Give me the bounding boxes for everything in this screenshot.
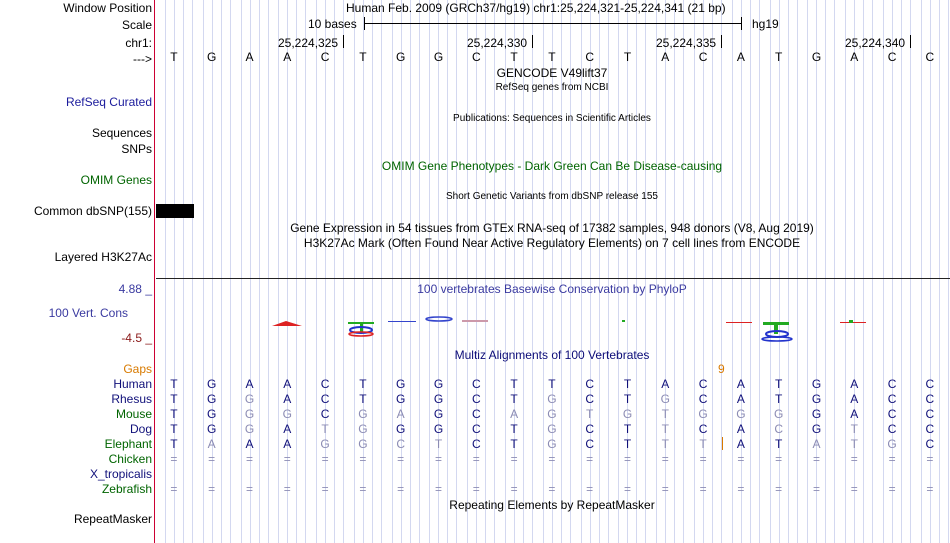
base-letter: = <box>888 482 896 496</box>
base-letter: A <box>661 50 670 64</box>
base-letter: A <box>283 437 292 451</box>
gencode-track-title[interactable]: GENCODE V49lift37 <box>496 66 608 80</box>
base-letter: T <box>434 437 443 451</box>
base-letter: T <box>850 437 858 451</box>
base-letter: = <box>623 452 631 466</box>
h3k27ac-track-title[interactable]: H3K27Ac Mark (Often Found Near Active Regulatory Elements) on 7 cell lines from ENCODE <box>303 236 801 250</box>
base-letter: G <box>207 392 217 406</box>
base-letter: G <box>547 422 557 436</box>
base-letter: = <box>283 452 291 466</box>
grid-line <box>485 0 486 543</box>
phylop-track-title[interactable]: 100 vertebrates Basewise Conservation by PhyloP <box>417 282 687 296</box>
base-letter: A <box>245 50 254 64</box>
base-letter: A <box>510 407 519 421</box>
label-strand[interactable]: ---> <box>133 52 152 66</box>
base-letter: G <box>811 50 822 64</box>
base-letter: = <box>170 452 178 466</box>
base-letter: = <box>548 482 556 496</box>
phylop-logo <box>156 312 950 342</box>
base-letter: T <box>548 50 556 64</box>
grid-line <box>296 0 297 543</box>
coord-tick <box>532 35 533 48</box>
base-letter: T <box>510 422 518 436</box>
base-letter: G <box>396 392 406 406</box>
grid-line <box>343 0 344 543</box>
label-phylop-max: 4.88 _ <box>118 282 152 296</box>
base-letter: C <box>320 392 330 406</box>
base-letter: A <box>283 422 292 436</box>
base-letter: T <box>321 422 329 436</box>
base-letter: C <box>585 392 595 406</box>
base-letter: = <box>208 482 216 496</box>
base-letter: T <box>623 50 632 64</box>
base-letter: = <box>812 482 820 496</box>
base-letter: T <box>548 377 556 391</box>
base-letter: G <box>811 407 822 421</box>
base-letter: T <box>510 377 518 391</box>
base-letter: C <box>471 377 481 391</box>
base-letter: = <box>510 482 518 496</box>
base-letter: G <box>207 407 217 421</box>
base-letter: = <box>359 482 367 496</box>
base-letter: = <box>888 452 896 466</box>
base-letter: A <box>245 437 254 451</box>
grid-line <box>221 0 222 543</box>
window-position-text: Human Feb. 2009 (GRCh37/hg19) chr1:25,224,321-25,224,341 (21 bp) <box>346 1 726 15</box>
species-label[interactable]: Zebrafish <box>101 482 152 496</box>
base-letter: = <box>775 452 783 466</box>
base-letter: C <box>887 392 897 406</box>
base-letter: = <box>775 482 783 496</box>
base-letter: C <box>471 437 481 451</box>
base-letter: = <box>699 482 707 496</box>
coord-tick <box>910 35 911 48</box>
base-letter: T <box>359 50 367 64</box>
grid-line <box>636 0 637 543</box>
refseq-track-title[interactable]: RefSeq genes from NCBI <box>495 82 609 93</box>
coord-tick <box>343 35 344 48</box>
base-letter: A <box>283 50 292 64</box>
base-letter: = <box>434 452 442 466</box>
base-letter: T <box>170 437 178 451</box>
base-letter: G <box>736 407 746 421</box>
base-letter: G <box>396 50 406 64</box>
base-letter: C <box>887 50 897 64</box>
grid-line <box>834 0 835 543</box>
label-vert-cons[interactable]: 100 Vert. Cons <box>48 306 128 320</box>
coord-label: 25,224,335 <box>656 36 717 50</box>
base-letter: G <box>244 392 255 406</box>
base-letter: C <box>774 422 784 436</box>
base-letter: C <box>698 50 708 64</box>
base-letter: C <box>925 422 935 436</box>
grid-line <box>645 0 646 543</box>
phylop-mark <box>726 322 752 323</box>
base-letter: T <box>586 407 594 421</box>
base-letter: A <box>736 50 745 64</box>
base-letter: C <box>925 50 935 64</box>
species-label[interactable]: Dog <box>129 422 152 436</box>
base-letter: A <box>736 437 745 451</box>
label-sequences[interactable]: Sequences <box>91 126 152 140</box>
base-letter: = <box>359 452 367 466</box>
phylop-mark <box>762 337 792 341</box>
scale-bar-start-tick <box>364 17 365 30</box>
base-letter: A <box>207 437 216 451</box>
scale-bar <box>364 23 741 24</box>
label-layered-h3k27ac[interactable]: Layered H3K27Ac <box>54 250 152 264</box>
scale-bar-end-tick <box>741 17 742 30</box>
base-letter: C <box>887 422 897 436</box>
grid-line <box>447 0 448 543</box>
phylop-mark <box>426 317 452 321</box>
base-letter: G <box>320 437 330 451</box>
base-letter: = <box>661 482 669 496</box>
base-letter: G <box>887 437 897 451</box>
label-scale: Scale <box>121 18 152 32</box>
base-letter: C <box>471 392 481 406</box>
assembly-text: hg19 <box>752 17 779 31</box>
base-letter: G <box>396 377 406 391</box>
base-letter: T <box>170 392 178 406</box>
base-letter: = <box>283 482 291 496</box>
base-letter: C <box>698 377 708 391</box>
label-common-dbsnp[interactable]: Common dbSNP(155) <box>33 204 152 218</box>
dbsnp-feature[interactable] <box>156 204 194 218</box>
base-letter: T <box>775 437 783 451</box>
base-letter: = <box>321 482 329 496</box>
base-letter: G <box>396 422 406 436</box>
base-letter: = <box>586 452 594 466</box>
base-letter: = <box>737 452 745 466</box>
base-letter: T <box>170 407 178 421</box>
base-letter: A <box>850 407 859 421</box>
grid-line <box>372 0 373 543</box>
base-letter: G <box>774 407 784 421</box>
grid-line <box>334 0 335 543</box>
base-letter: = <box>321 452 329 466</box>
coord-label: 25,224,325 <box>278 36 339 50</box>
base-letter: C <box>925 407 935 421</box>
base-letter: = <box>397 482 405 496</box>
base-letter: C <box>396 437 406 451</box>
base-letter: C <box>698 422 708 436</box>
base-letter: A <box>283 392 292 406</box>
base-letter: C <box>585 377 595 391</box>
grid-line <box>381 0 382 543</box>
grid-line <box>910 0 911 543</box>
grid-line <box>750 0 751 543</box>
repeatmasker-track-title[interactable]: Repeating Elements by RepeatMasker <box>449 498 655 512</box>
base-letter: T <box>850 422 858 436</box>
base-letter: G <box>244 422 255 436</box>
grid-line <box>788 0 789 543</box>
label-window-position: Window Position <box>63 1 152 15</box>
base-letter: T <box>661 407 669 421</box>
phylop-mark <box>622 320 625 322</box>
base-letter: T <box>623 422 632 436</box>
base-letter: C <box>471 407 481 421</box>
grid-line <box>872 0 873 543</box>
base-letter: G <box>547 407 557 421</box>
base-letter: C <box>887 407 897 421</box>
label-chr: chr1: <box>125 36 152 50</box>
grid-line <box>863 0 864 543</box>
base-letter: G <box>207 422 217 436</box>
phylop-mark <box>462 320 488 322</box>
publications-track-title[interactable]: Publications: Sequences in Scientific Articles <box>453 113 651 124</box>
base-letter: G <box>660 392 670 406</box>
base-letter: C <box>320 50 330 64</box>
species-label[interactable]: Elephant <box>104 437 152 451</box>
species-label[interactable]: Human <box>113 377 152 391</box>
base-letter: G <box>433 407 444 421</box>
grid-line <box>456 0 457 543</box>
base-letter: T <box>661 437 669 451</box>
gtex-track-title[interactable]: Gene Expression in 54 tissues from GTEx RNA-seq of 17382 samples, 948 donors (V8, Aug 2019) <box>290 221 814 235</box>
grid-line <box>948 0 949 543</box>
base-letter: C <box>320 407 330 421</box>
label-refseq-curated[interactable]: RefSeq Curated <box>65 95 152 109</box>
grid-line <box>305 0 306 543</box>
base-letter: C <box>585 422 595 436</box>
label-gaps: Gaps <box>123 362 152 376</box>
base-letter: G <box>207 377 217 391</box>
base-letter: T <box>775 377 783 391</box>
base-letter: = <box>926 482 934 496</box>
grid-line <box>797 0 798 543</box>
grid-line <box>192 0 193 543</box>
base-letter: C <box>585 437 595 451</box>
grid-line <box>183 0 184 543</box>
base-letter: = <box>737 482 745 496</box>
species-label[interactable]: Rhesus <box>111 392 152 406</box>
grid-line <box>901 0 902 543</box>
base-letter: T <box>359 377 367 391</box>
base-letter: T <box>170 377 178 391</box>
base-letter: C <box>925 377 935 391</box>
base-letter: A <box>812 437 821 451</box>
base-letter: A <box>245 377 254 391</box>
label-repeatmasker[interactable]: RepeatMasker <box>73 512 152 526</box>
grid-line <box>268 0 269 543</box>
base-letter: = <box>850 452 858 466</box>
base-letter: G <box>698 407 708 421</box>
base-letter: C <box>925 437 935 451</box>
label-snps[interactable]: SNPs <box>121 142 152 156</box>
scale-text: 10 bases <box>308 17 357 31</box>
base-letter: A <box>850 392 859 406</box>
base-letter: G <box>811 392 822 406</box>
base-letter: G <box>358 422 368 436</box>
grid-line <box>939 0 940 543</box>
grid-line <box>674 0 675 543</box>
grid-line <box>259 0 260 543</box>
base-letter: G <box>547 437 557 451</box>
coord-label: 25,224,340 <box>845 36 906 50</box>
omim-track-title[interactable]: OMIM Gene Phenotypes - Dark Green Can Be Disease-causing <box>381 159 723 173</box>
base-letter: G <box>811 422 822 436</box>
base-letter: G <box>244 407 255 421</box>
base-letter: = <box>397 452 405 466</box>
base-letter: = <box>623 482 631 496</box>
base-letter: G <box>433 50 444 64</box>
base-letter: A <box>736 377 745 391</box>
base-letter: T <box>661 422 669 436</box>
species-label[interactable]: Mouse <box>115 407 152 421</box>
coord-label: 25,224,330 <box>467 36 528 50</box>
base-letter: C <box>471 422 481 436</box>
base-letter: G <box>358 437 368 451</box>
base-letter: = <box>510 452 518 466</box>
multiz-track-title[interactable]: Multiz Alignments of 100 Vertebrates <box>454 348 650 362</box>
species-label[interactable]: Chicken <box>108 452 152 466</box>
label-omim-genes[interactable]: OMIM Genes <box>80 173 152 187</box>
base-letter: G <box>282 407 292 421</box>
base-letter: C <box>471 50 481 64</box>
grid-line <box>712 0 713 543</box>
base-letter: = <box>850 482 858 496</box>
base-letter: C <box>585 50 595 64</box>
track-separator <box>156 278 950 279</box>
phylop-mark <box>272 321 302 326</box>
base-letter: T <box>170 50 178 64</box>
base-letter: C <box>925 392 935 406</box>
base-letter: T <box>699 437 707 451</box>
base-letter: A <box>736 392 745 406</box>
base-letter: A <box>850 377 859 391</box>
grid-line <box>410 0 411 543</box>
base-letter: C <box>887 377 897 391</box>
base-letter: = <box>208 452 216 466</box>
base-letter: G <box>433 422 444 436</box>
base-letter: = <box>472 452 480 466</box>
base-letter: = <box>699 452 707 466</box>
dbsnp-track-title[interactable]: Short Genetic Variants from dbSNP release 155 <box>446 191 658 202</box>
base-letter: = <box>434 482 442 496</box>
base-letter: C <box>320 377 330 391</box>
grid-line <box>825 0 826 543</box>
base-letter: G <box>622 407 633 421</box>
base-letter: T <box>623 377 632 391</box>
base-letter: G <box>811 377 822 391</box>
base-letter: = <box>170 482 178 496</box>
base-letter: T <box>510 392 518 406</box>
base-letter: C <box>698 392 708 406</box>
grid-line <box>683 0 684 543</box>
base-letter: T <box>775 50 783 64</box>
base-letter: = <box>245 482 253 496</box>
base-letter: T <box>623 392 632 406</box>
phylop-mark <box>774 322 778 334</box>
label-phylop-min: -4.5 _ <box>121 331 152 345</box>
species-label[interactable]: X_tropicalis <box>89 467 152 481</box>
phylop-mark <box>849 320 853 323</box>
gap-marker <box>722 437 723 450</box>
base-letter: A <box>736 422 745 436</box>
base-letter: T <box>775 392 783 406</box>
coord-tick <box>721 35 722 48</box>
base-letter: T <box>359 392 367 406</box>
base-letter: A <box>661 377 670 391</box>
base-letter: G <box>433 392 444 406</box>
base-letter: A <box>396 407 405 421</box>
base-letter: T <box>170 422 178 436</box>
base-letter: G <box>358 407 368 421</box>
base-letter: = <box>661 452 669 466</box>
base-letter: = <box>586 482 594 496</box>
grid-line <box>721 0 722 543</box>
base-letter: A <box>850 50 859 64</box>
base-letter: = <box>548 452 556 466</box>
base-letter: = <box>812 452 820 466</box>
base-letter: T <box>510 50 518 64</box>
gap-count: 9 <box>718 362 725 376</box>
label-divider[interactable] <box>154 0 155 543</box>
base-letter: = <box>245 452 253 466</box>
grid-line <box>419 0 420 543</box>
base-letter: A <box>283 377 292 391</box>
base-letter: T <box>623 437 632 451</box>
base-letter: G <box>547 392 557 406</box>
grid-line <box>230 0 231 543</box>
grid-line <box>759 0 760 543</box>
base-letter: T <box>510 437 518 451</box>
base-letter: = <box>472 482 480 496</box>
base-letter: G <box>433 377 444 391</box>
phylop-mark <box>388 321 416 322</box>
base-letter: G <box>207 50 217 64</box>
base-letter: = <box>926 452 934 466</box>
